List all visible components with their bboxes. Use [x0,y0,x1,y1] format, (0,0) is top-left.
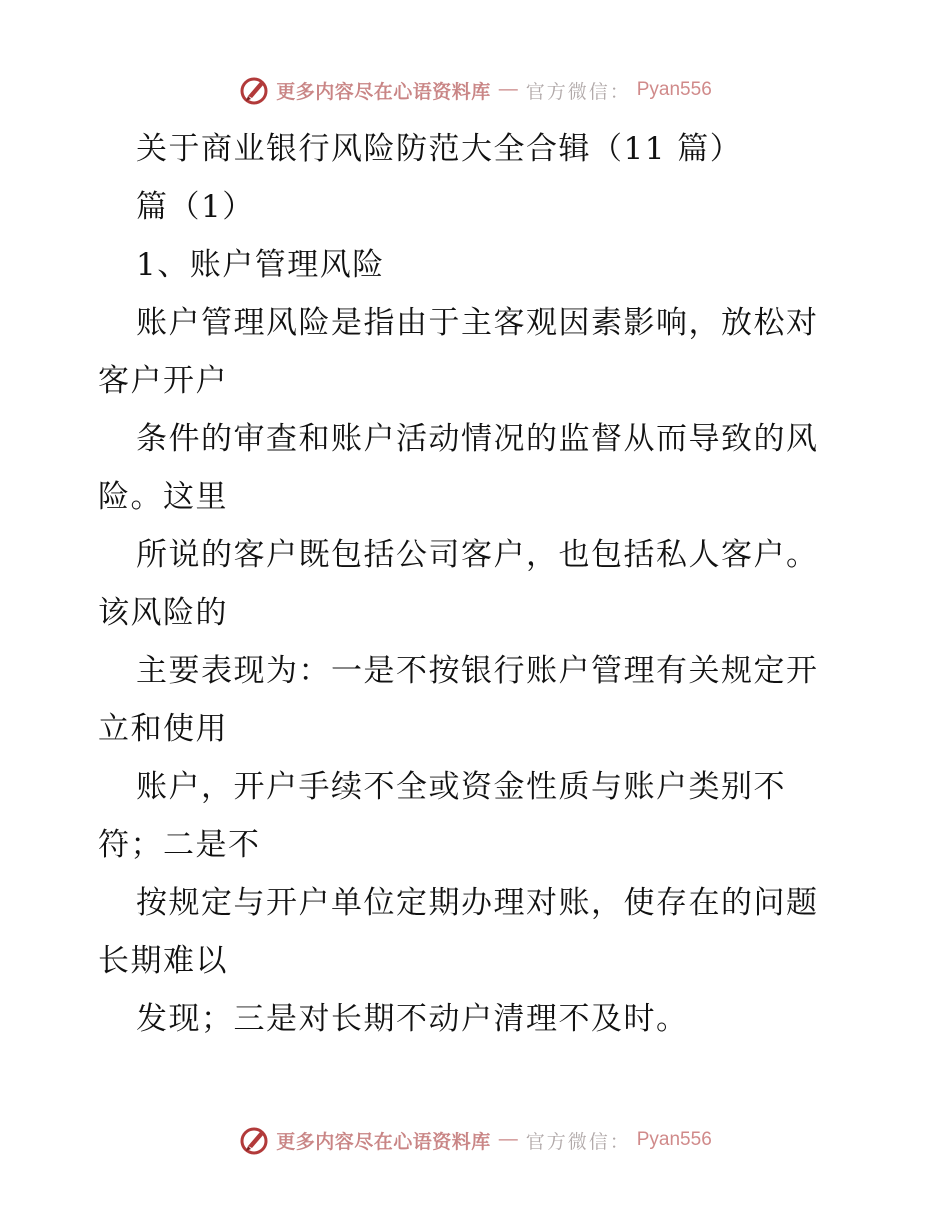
body-line: 所说的客户既包括公司客户，也包括私人客户。 [136,537,819,573]
body-line: 长期难以 [98,943,228,979]
body-line: 发现；三是对长期不动户清理不及时。 [136,1001,689,1037]
banner-wechat-id: Pyan556 [636,79,712,100]
header-banner [0,70,950,110]
body-line: 主要表现为：一是不按银行账户管理有关规定开 [136,653,819,689]
body-line: 账户管理风险是指由于主客观因素影响，放松对 [136,305,819,341]
body-line: 账户，开户手续不全或资金性质与账户类别不 [136,769,786,805]
body-paragraph [98,294,858,1048]
body-line: 符；二是不 [98,827,261,863]
body-line: 按规定与开户单位定期办理对账，使存在的问题 [136,885,819,921]
part-heading: 篇（1） [136,189,255,225]
banner-text: 更多内容尽在心语资料库 [276,1130,491,1153]
section-heading: 1、账户管理风险 [136,247,385,283]
document-body [98,120,858,1048]
banner-label: 官方微信： [525,1130,631,1153]
banner-label: 官方微信： [525,80,631,103]
pen-logo-icon [238,74,270,106]
body-line: 条件的审查和账户活动情况的监督从而导致的风 [136,421,819,457]
banner-dash: — [498,79,518,100]
banner-text: 更多内容尽在心语资料库 [276,80,491,103]
body-line: 客户开户 [98,363,228,399]
footer-banner [0,1120,950,1160]
document-title: 关于商业银行风险防范大全合辑（11 篇） [136,131,743,167]
banner-wechat-id: Pyan556 [636,1129,712,1150]
pen-logo-icon [238,1124,270,1156]
body-line: 立和使用 [98,711,228,747]
body-line: 险。这里 [98,479,228,515]
banner-dash: — [498,1129,518,1150]
body-line: 该风险的 [98,595,228,631]
